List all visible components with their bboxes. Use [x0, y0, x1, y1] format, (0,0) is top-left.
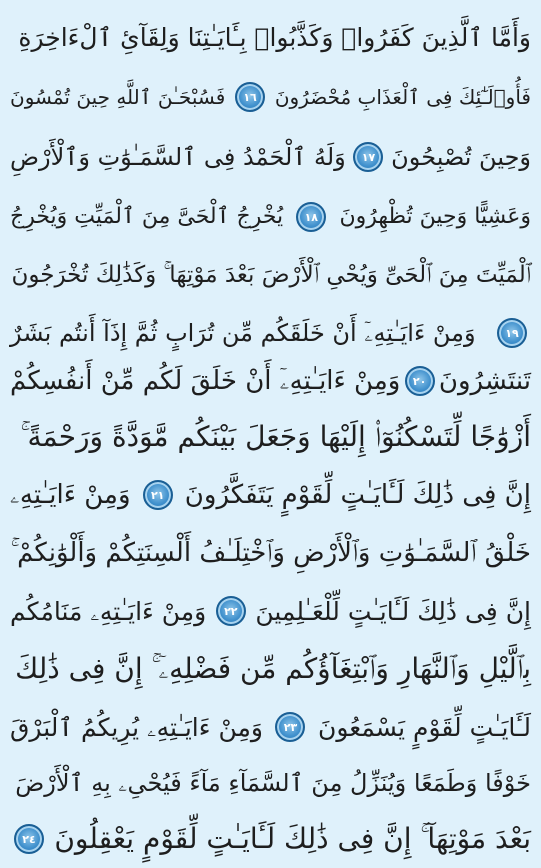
verse-text: وَلَهُ ٱلْحَمْدُ فِى ٱلسَّمَـٰوَٰتِ وَٱلْأَرْضِ [10, 143, 346, 171]
ayah-number: ٢١ [150, 488, 165, 502]
ayah-number-marker [405, 366, 435, 396]
text-line-12 [10, 640, 531, 698]
text-line-9 [10, 466, 531, 524]
verse-text: وَمِنْ ءَايَـٰتِهِۦٓ أَنْ خَلَقَ لَكُم مِّنْ أَنفُسِكُمْ [10, 366, 401, 396]
verse-text: بِٱلَّيْلِ وَٱلنَّهَارِ وَٱبْتِغَآؤُكُم مِّن فَضْلِهِۦٓ ۚ إِنَّ فِى ذَٰلِكَ [15, 652, 531, 685]
text-line-3 [10, 128, 531, 186]
ayah-number: ٢٠ [412, 374, 427, 388]
text-line-15 [10, 810, 531, 868]
ayah-number-marker [296, 202, 326, 232]
verse-text: وَمِنْ ءَايَـٰتِهِۦ يُرِيكُمُ ٱلْبَرْقَ [10, 712, 263, 742]
text-line-4 [10, 188, 531, 246]
verse-text: بَعْدَ مَوْتِهَآ ۚ إِنَّ فِى ذَٰلِكَ لَـَٔايَـٰتٍ لِّقَوْمٍ يَعْقِلُونَ [54, 822, 531, 855]
text-line-13 [10, 698, 531, 756]
verse-text: وَعَشِيًّا وَحِينَ تُظْهِرُونَ [339, 204, 531, 229]
text-line-8 [10, 408, 531, 466]
ayah-number: ٢٢ [224, 604, 238, 618]
verse-text: فَأُو۟لَـٰٓئِكَ فِى ٱلْعَذَابِ مُحْضَرُونَ [274, 85, 531, 109]
ayah-number: ١٨ [304, 210, 319, 224]
text-line-1 [10, 8, 531, 66]
verse-text: إِنَّ فِى ذَٰلِكَ لَـَٔايَـٰتٍ لِّقَوْمٍ يَتَفَكَّرُونَ [184, 480, 531, 510]
verse-text: وَحِينَ تُصْبِحُونَ [391, 143, 531, 171]
text-line-14 [10, 754, 531, 812]
ayah-number-marker [14, 824, 44, 854]
text-line-7 [10, 352, 531, 410]
ayah-number: ١٧ [361, 150, 376, 164]
verse-text: وَمِنْ ءَايَـٰتِهِۦ مَنَامُكُم [10, 596, 207, 626]
verse-text: ٱلْمَيِّتَ مِنَ ٱلْحَىِّ وَيُحْىِ ٱلْأَرْضَ بَعْدَ مَوْتِهَا ۚ وَكَذَٰلِكَ تُخْرَجُونَ [11, 261, 531, 288]
ayah-number: ١٦ [243, 90, 257, 104]
verse-text: تَنتَشِرُونَ [438, 366, 531, 396]
ayah-number-marker [216, 596, 246, 626]
text-line-11 [10, 582, 531, 640]
verse-text: خَوْفًا وَطَمَعًا وَيُنَزِّلُ مِنَ ٱلسَّمَآءِ مَآءً فَيُحْىِۦ بِهِ ٱلْأَرْضَ [15, 769, 531, 797]
verse-text: وَمِنْ ءَايَـٰتِهِۦ [10, 480, 131, 510]
verse-text: يُخْرِجُ ٱلْحَىَّ مِنَ ٱلْمَيِّتِ وَيُخْرِجُ [10, 204, 284, 229]
ayah-number-marker [235, 82, 265, 112]
text-line-5 [10, 246, 531, 304]
verse-text: وَمِنْ ءَايَـٰتِهِۦٓ أَنْ خَلَقَكُم مِّن تُرَابٍ ثُمَّ إِذَآ أَنتُم بَشَرٌ [10, 319, 476, 347]
text-line-2 [10, 68, 531, 126]
verse-text: فَسُبْحَـٰنَ ٱللَّهِ حِينَ تُمْسُونَ [10, 85, 226, 109]
ayah-number-marker [497, 318, 527, 348]
ayah-number: ١٩ [505, 326, 519, 340]
ayah-number: ٢٤ [22, 832, 36, 846]
ayah-number-marker [143, 480, 173, 510]
ayah-number-marker [353, 142, 383, 172]
ayah-number-marker [275, 712, 305, 742]
verse-text: لَـَٔايَـٰتٍ لِّقَوْمٍ يَسْمَعُونَ [318, 712, 531, 742]
verse-text: إِنَّ فِى ذَٰلِكَ لَـَٔايَـٰتٍ لِّلْعَـٰلِمِينَ [255, 596, 531, 626]
verse-text: خَلْقُ ٱلسَّمَـٰوَٰتِ وَٱلْأَرْضِ وَٱخْتِلَـٰفُ أَلْسِنَتِكُمْ وَأَلْوَٰنِكُمْ ۚ [10, 538, 531, 568]
ayah-number: ٢٣ [283, 720, 298, 734]
verse-text: وَأَمَّا ٱلَّذِينَ كَفَرُوا۟ وَكَذَّبُوا۟ بِـَٔايَـٰتِنَا وَلِقَآئِ ٱلْءَاخِرَةِ [18, 22, 531, 52]
verse-text: أَزْوَٰجًا لِّتَسْكُنُوٓا۟ إِلَيْهَا وَجَعَلَ بَيْنَكُم مَّوَدَّةً وَرَحْمَةً ۚ [20, 420, 531, 453]
text-line-10 [10, 524, 531, 582]
